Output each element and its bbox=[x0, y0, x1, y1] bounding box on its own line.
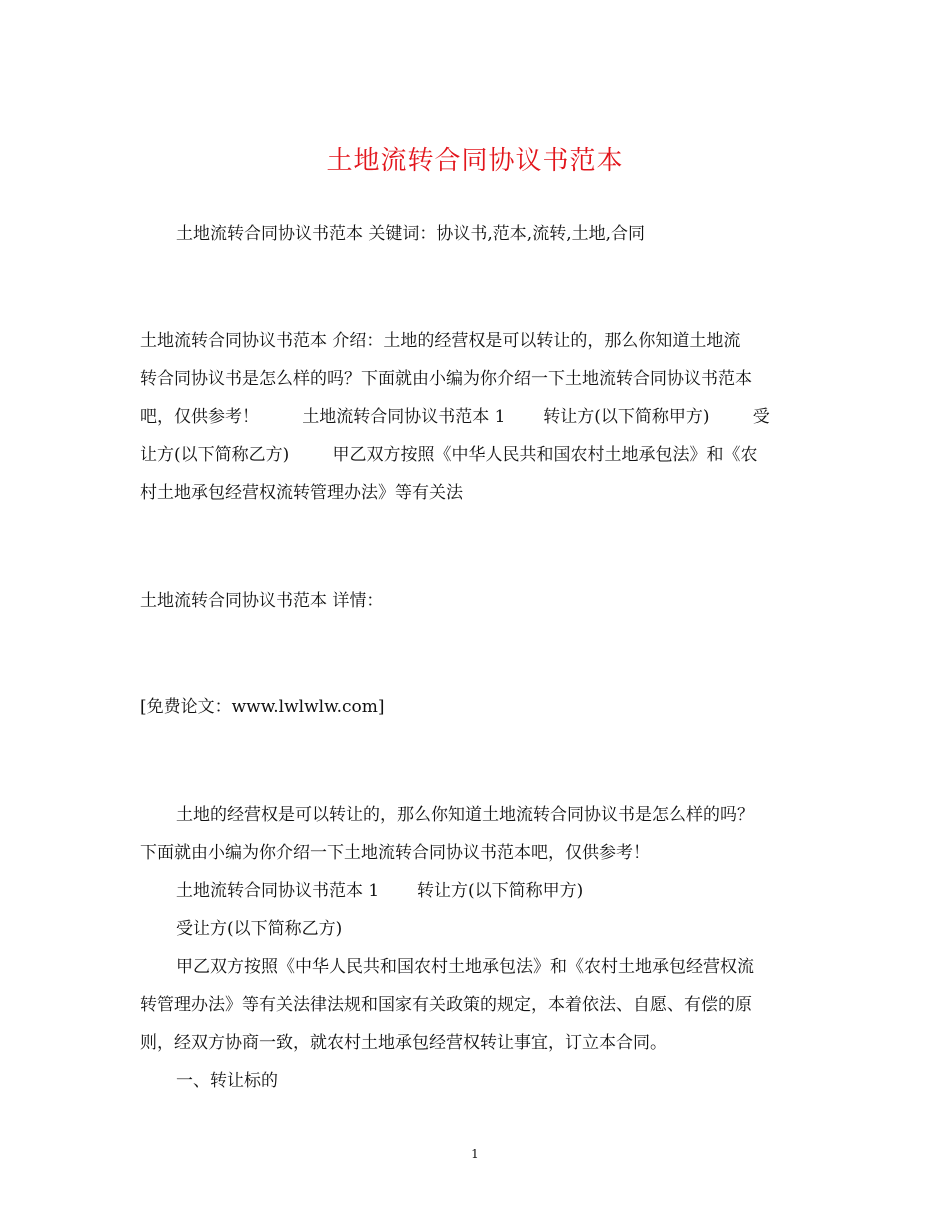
intro-line: 让方(以下简称乙方) 甲乙双方按照《中华人民共和国农村土地承包法》和《农 bbox=[140, 445, 758, 465]
body-paragraph-4 bbox=[140, 948, 812, 1062]
body-line: 则，经双方协商一致，就农村土地承包经营权转让事宜，订立本合同。 bbox=[140, 1033, 667, 1053]
intro-line: 村土地承包经营权流转管理办法》等有关法 bbox=[140, 483, 463, 503]
intro-line: 转合同协议书是怎么样的吗？下面就由小编为你介绍一下土地流转合同协议书范本 bbox=[140, 369, 752, 389]
body-line: 转管理办法》等有关法律法规和国家有关政策的规定，本着依法、自愿、有偿的原 bbox=[140, 995, 752, 1015]
body-line: 甲乙双方按照《中华人民共和国农村土地承包法》和《农村土地承包经营权流 bbox=[176, 957, 754, 977]
free-paper-line: [免费论文：www.lwlwlw.com] bbox=[140, 697, 385, 717]
body-paragraph-5: 一、转让标的 bbox=[176, 1071, 278, 1091]
intro-paragraph bbox=[140, 322, 812, 512]
body-line: 下面就由小编为你介绍一下土地流转合同协议书范本吧，仅供参考！ bbox=[140, 843, 650, 863]
body-paragraph-1 bbox=[140, 796, 812, 872]
body-paragraph-2: 土地流转合同协议书范本 1 转让方(以下简称甲方) bbox=[176, 881, 584, 901]
body-line: 土地的经营权是可以转让的，那么你知道土地流转合同协议书是怎么样的吗？ bbox=[176, 805, 754, 825]
page-number: 1 bbox=[471, 1147, 479, 1161]
intro-line: 土地流转合同协议书范本 介绍：土地的经营权是可以转让的，那么你知道土地流 bbox=[140, 331, 741, 351]
body-paragraph-3: 受让方(以下简称乙方) bbox=[176, 919, 343, 939]
keywords-line: 土地流转合同协议书范本 关键词：协议书,范本,流转,土地,合同 bbox=[176, 224, 646, 244]
details-heading: 土地流转合同协议书范本 详情： bbox=[140, 591, 384, 611]
intro-line: 吧，仅供参考！ 土地流转合同协议书范本 1 转让方(以下简称甲方) 受 bbox=[140, 407, 770, 427]
document-title: 土地流转合同协议书范本 bbox=[326, 146, 624, 176]
